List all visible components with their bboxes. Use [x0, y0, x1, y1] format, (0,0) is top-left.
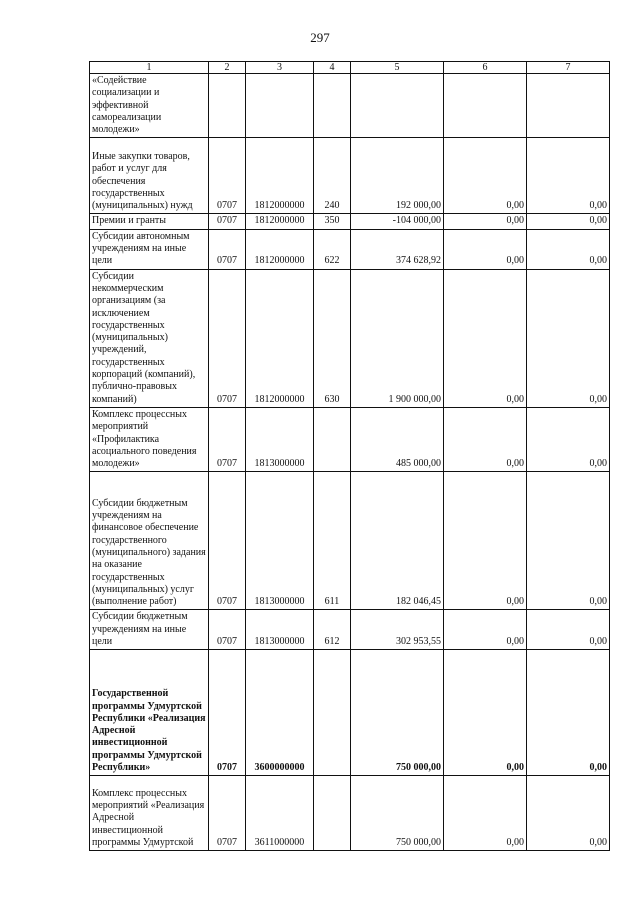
amount-next: 0,00 — [444, 269, 527, 407]
amount-current: -104 000,00 — [351, 214, 444, 229]
table-row — [90, 138, 610, 214]
amount-current: 192 000,00 — [351, 138, 444, 214]
table-row — [90, 610, 610, 650]
row-name: Иные закупки товаров, работ и услуг для обеспечения государственных (муниципальных) нужд — [90, 138, 209, 214]
amount-current: 182 046,45 — [351, 472, 444, 610]
amount-current: 1 900 000,00 — [351, 269, 444, 407]
expense-type: 240 — [314, 138, 351, 214]
budget-table — [89, 61, 610, 851]
amount-next: 0,00 — [444, 610, 527, 650]
table-row — [90, 776, 610, 851]
row-name: Субсидии некоммерческим организациям (за исключением государственных (муниципальных) учреждений, государственных корпораций (компаний), публично-правовых компаний) — [90, 269, 209, 407]
section-code: 0707 — [209, 610, 246, 650]
amount-next: 0,00 — [444, 407, 527, 471]
expense-type — [314, 74, 351, 138]
target-article: 1813000000 — [246, 610, 314, 650]
expense-type: 622 — [314, 229, 351, 269]
target-article: 3611000000 — [246, 776, 314, 851]
column-header-6: 6 — [444, 62, 527, 74]
expense-type: 630 — [314, 269, 351, 407]
row-name: «Содействие социализации и эффективной самореализации молодежи» — [90, 74, 209, 138]
amount-after: 0,00 — [527, 407, 610, 471]
section-code — [209, 74, 246, 138]
target-article: 1812000000 — [246, 138, 314, 214]
row-name: Субсидии бюджетным учреждениям на финансовое обеспечение государственного (муниципального) задания на оказание государственных (муниципальных) услуг (выполнение работ) — [90, 472, 209, 610]
target-article: 1813000000 — [246, 407, 314, 471]
row-name: Субсидии автономным учреждениям на иные цели — [90, 229, 209, 269]
amount-next — [444, 74, 527, 138]
column-header-4: 4 — [314, 62, 351, 74]
expense-type: 611 — [314, 472, 351, 610]
row-name: Комплекс процессных мероприятий «Профилактика асоциального поведения молодежи» — [90, 407, 209, 471]
target-article: 3600000000 — [246, 650, 314, 776]
section-code: 0707 — [209, 650, 246, 776]
section-code: 0707 — [209, 214, 246, 229]
amount-next: 0,00 — [444, 650, 527, 776]
amount-after: 0,00 — [527, 229, 610, 269]
table-body — [90, 74, 610, 851]
amount-after: 0,00 — [527, 269, 610, 407]
amount-after — [527, 74, 610, 138]
expense-type — [314, 407, 351, 471]
table-row — [90, 472, 610, 610]
amount-after: 0,00 — [527, 650, 610, 776]
amount-after: 0,00 — [527, 138, 610, 214]
page-number: 297 — [310, 30, 330, 45]
table-row — [90, 269, 610, 407]
column-header-3: 3 — [246, 62, 314, 74]
amount-current: 302 953,55 — [351, 610, 444, 650]
amount-after: 0,00 — [527, 776, 610, 851]
expense-type: 612 — [314, 610, 351, 650]
table-row — [90, 229, 610, 269]
row-name: Комплекс процессных мероприятий «Реализация Адресной инвестиционной программы Удмуртской — [90, 776, 209, 851]
amount-after: 0,00 — [527, 472, 610, 610]
amount-current: 750 000,00 — [351, 650, 444, 776]
section-code: 0707 — [209, 776, 246, 851]
table-row — [90, 214, 610, 229]
table-row — [90, 74, 610, 138]
section-code: 0707 — [209, 269, 246, 407]
expense-type — [314, 776, 351, 851]
target-article: 1812000000 — [246, 229, 314, 269]
amount-next: 0,00 — [444, 472, 527, 610]
amount-next: 0,00 — [444, 138, 527, 214]
target-article: 1812000000 — [246, 269, 314, 407]
expense-type: 350 — [314, 214, 351, 229]
target-article — [246, 74, 314, 138]
amount-current — [351, 74, 444, 138]
target-article: 1812000000 — [246, 214, 314, 229]
section-code: 0707 — [209, 472, 246, 610]
section-code: 0707 — [209, 138, 246, 214]
section-code: 0707 — [209, 407, 246, 471]
header-row — [90, 62, 610, 74]
target-article: 1813000000 — [246, 472, 314, 610]
amount-next: 0,00 — [444, 229, 527, 269]
column-header-2: 2 — [209, 62, 246, 74]
column-header-5: 5 — [351, 62, 444, 74]
amount-current: 750 000,00 — [351, 776, 444, 851]
amount-after: 0,00 — [527, 214, 610, 229]
table-row — [90, 407, 610, 471]
amount-current: 374 628,92 — [351, 229, 444, 269]
amount-current: 485 000,00 — [351, 407, 444, 471]
amount-after: 0,00 — [527, 610, 610, 650]
section-code: 0707 — [209, 229, 246, 269]
table-row — [90, 650, 610, 776]
row-name: Премии и гранты — [90, 214, 209, 229]
column-header-1: 1 — [90, 62, 209, 74]
column-header-7: 7 — [527, 62, 610, 74]
row-name: Субсидии бюджетным учреждениям на иные цели — [90, 610, 209, 650]
amount-next: 0,00 — [444, 214, 527, 229]
amount-next: 0,00 — [444, 776, 527, 851]
row-name: Государственной программы Удмуртской Республики «Реализация Адресной инвестиционной программы Удмуртской Республики» — [90, 650, 209, 776]
expense-type — [314, 650, 351, 776]
